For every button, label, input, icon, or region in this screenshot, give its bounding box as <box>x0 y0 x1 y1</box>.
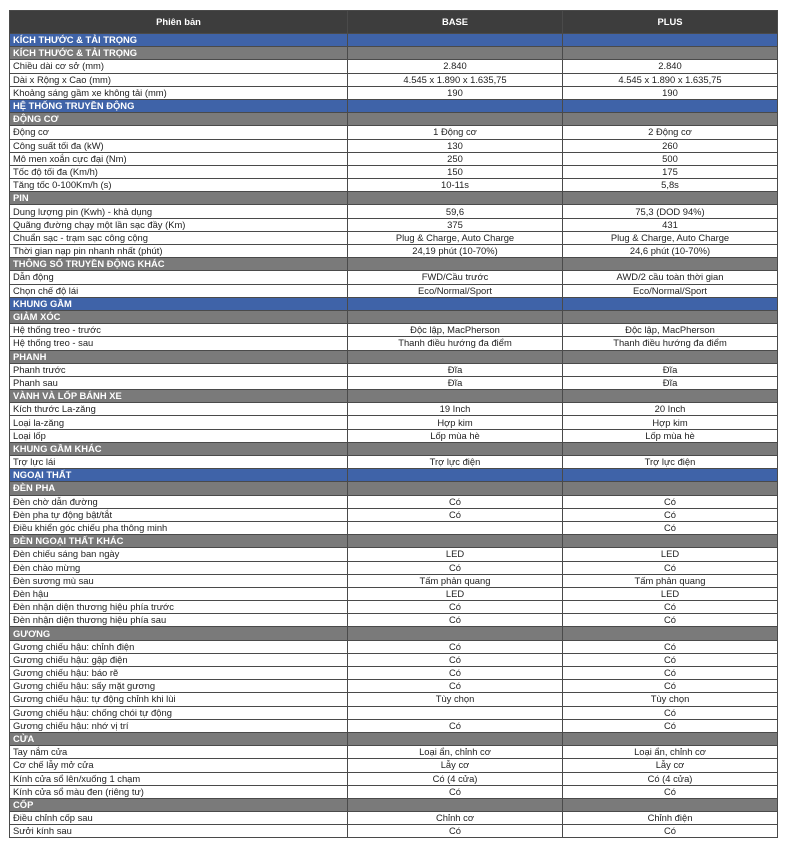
table-row <box>10 403 778 416</box>
base-value: Eco/Normal/Sport <box>348 284 563 297</box>
plus-value: Đĩa <box>563 376 778 389</box>
spec-label: Kính cửa sổ lên/xuống 1 chạm <box>10 772 348 785</box>
subsection-header <box>10 798 778 811</box>
table-row <box>10 587 778 600</box>
section-blank-cell <box>563 482 778 495</box>
plus-value: Lẫy cơ <box>563 759 778 772</box>
base-value: Tùy chọn <box>348 693 563 706</box>
table-row <box>10 73 778 86</box>
plus-value: Eco/Normal/Sport <box>563 284 778 297</box>
table-row <box>10 324 778 337</box>
header-row <box>10 11 778 34</box>
table-row <box>10 60 778 73</box>
section-header <box>10 99 778 112</box>
section-blank-cell <box>563 627 778 640</box>
spec-label: Hệ thống treo - sau <box>10 337 348 350</box>
plus-value: Trợ lực điện <box>563 456 778 469</box>
plus-value: Có <box>563 521 778 534</box>
base-value: 4.545 x 1.890 x 1.635,75 <box>348 73 563 86</box>
table-row <box>10 667 778 680</box>
spec-label: Công suất tối đa (kW) <box>10 139 348 152</box>
base-value: Thanh điều hướng đa điểm <box>348 337 563 350</box>
table-row <box>10 205 778 218</box>
plus-value: 5,8s <box>563 179 778 192</box>
spec-label: Khoảng sáng gầm xe không tải (mm) <box>10 86 348 99</box>
table-body <box>10 34 778 838</box>
spec-label: Loại la-zăng <box>10 416 348 429</box>
base-value: 19 Inch <box>348 403 563 416</box>
section-label: GIẢM XÓC <box>10 310 348 323</box>
section-blank-cell <box>563 258 778 271</box>
plus-value: Đĩa <box>563 363 778 376</box>
plus-value: 500 <box>563 152 778 165</box>
spec-label: Đèn nhận diện thương hiệu phía trước <box>10 601 348 614</box>
spec-label: Kính cửa sổ màu đen (riêng tư) <box>10 785 348 798</box>
table-row <box>10 508 778 521</box>
base-value: Plug & Charge, Auto Charge <box>348 231 563 244</box>
plus-value: Độc lập, MacPherson <box>563 324 778 337</box>
table-row <box>10 495 778 508</box>
spec-label: Thời gian nạp pin nhanh nhất (phút) <box>10 245 348 258</box>
plus-value: Tùy chọn <box>563 693 778 706</box>
base-value: Có <box>348 640 563 653</box>
header-plus: PLUS <box>563 11 778 34</box>
spec-label: Dung lượng pin (Kwh) - khả dụng <box>10 205 348 218</box>
plus-value: 431 <box>563 218 778 231</box>
subsection-header <box>10 732 778 745</box>
plus-value: 4.545 x 1.890 x 1.635,75 <box>563 73 778 86</box>
spec-label: Đèn pha tự động bật/tắt <box>10 508 348 521</box>
base-value: Có <box>348 614 563 627</box>
section-blank-cell <box>348 99 563 112</box>
section-blank-cell <box>348 297 563 310</box>
section-blank-cell <box>563 390 778 403</box>
plus-value: Có <box>563 614 778 627</box>
plus-value: LED <box>563 548 778 561</box>
base-value: Có <box>348 719 563 732</box>
section-label: CỬA <box>10 732 348 745</box>
plus-value: 175 <box>563 165 778 178</box>
base-value: 130 <box>348 139 563 152</box>
section-blank-cell <box>563 732 778 745</box>
spec-label: Tăng tốc 0-100Km/h (s) <box>10 179 348 192</box>
base-value: Có <box>348 561 563 574</box>
section-blank-cell <box>348 798 563 811</box>
spec-label: Gương chiếu hậu: nhớ vị trí <box>10 719 348 732</box>
base-value: FWD/Cầu trước <box>348 271 563 284</box>
section-label: GƯƠNG <box>10 627 348 640</box>
table-row <box>10 719 778 732</box>
table-row <box>10 614 778 627</box>
table-row <box>10 245 778 258</box>
section-blank-cell <box>348 390 563 403</box>
table-row <box>10 416 778 429</box>
subsection-header <box>10 192 778 205</box>
subsection-header <box>10 390 778 403</box>
header-version-label: Phiên bản <box>10 11 348 34</box>
plus-value: Có <box>563 508 778 521</box>
section-label: KHUNG GẦM <box>10 297 348 310</box>
base-value: Có <box>348 667 563 680</box>
base-value: Có <box>348 680 563 693</box>
table-row <box>10 126 778 139</box>
subsection-header <box>10 258 778 271</box>
section-blank-cell <box>348 469 563 482</box>
table-row <box>10 772 778 785</box>
base-value: Đĩa <box>348 363 563 376</box>
plus-value: Tấm phản quang <box>563 574 778 587</box>
table-row <box>10 693 778 706</box>
section-label: ĐÈN NGOẠI THẤT KHÁC <box>10 535 348 548</box>
table-row <box>10 561 778 574</box>
spec-label: Cơ chế lẫy mở cửa <box>10 759 348 772</box>
base-value: 190 <box>348 86 563 99</box>
table-row <box>10 548 778 561</box>
base-value: Hợp kim <box>348 416 563 429</box>
spec-label: Mô men xoắn cực đại (Nm) <box>10 152 348 165</box>
base-value: Có <box>348 653 563 666</box>
base-value <box>348 706 563 719</box>
section-blank-cell <box>563 535 778 548</box>
spec-label: Chiều dài cơ sở (mm) <box>10 60 348 73</box>
spec-label: Tay nắm cửa <box>10 746 348 759</box>
subsection-header <box>10 482 778 495</box>
section-header <box>10 297 778 310</box>
base-value: Có <box>348 785 563 798</box>
section-blank-cell <box>563 34 778 47</box>
table-row <box>10 640 778 653</box>
base-value: 24,19 phút (10-70%) <box>348 245 563 258</box>
table-row <box>10 574 778 587</box>
plus-value: Loại ẩn, chỉnh cơ <box>563 746 778 759</box>
plus-value: Thanh điều hướng đa điểm <box>563 337 778 350</box>
spec-label: Gương chiếu hậu: gập điện <box>10 653 348 666</box>
section-blank-cell <box>563 469 778 482</box>
table-row <box>10 231 778 244</box>
section-blank-cell <box>348 258 563 271</box>
subsection-header <box>10 627 778 640</box>
section-label: PIN <box>10 192 348 205</box>
section-blank-cell <box>348 113 563 126</box>
section-blank-cell <box>563 297 778 310</box>
table-row <box>10 812 778 825</box>
section-blank-cell <box>563 350 778 363</box>
section-label: NGOẠI THẤT <box>10 469 348 482</box>
plus-value: Có <box>563 785 778 798</box>
base-value: Lẫy cơ <box>348 759 563 772</box>
section-blank-cell <box>563 192 778 205</box>
spec-table <box>9 10 778 838</box>
table-row <box>10 825 778 838</box>
base-value: Loại ẩn, chỉnh cơ <box>348 746 563 759</box>
table-header <box>10 11 778 34</box>
plus-value: Có <box>563 601 778 614</box>
plus-value: Có <box>563 706 778 719</box>
spec-label: Chuẩn sạc - trạm sạc công cộng <box>10 231 348 244</box>
base-value: Tấm phản quang <box>348 574 563 587</box>
section-blank-cell <box>348 310 563 323</box>
section-blank-cell <box>348 34 563 47</box>
section-blank-cell <box>563 113 778 126</box>
spec-label: Phanh trước <box>10 363 348 376</box>
table-row <box>10 363 778 376</box>
base-value: 2.840 <box>348 60 563 73</box>
base-value <box>348 521 563 534</box>
spec-label: Đèn chờ dẫn đường <box>10 495 348 508</box>
section-blank-cell <box>348 350 563 363</box>
base-value: 59,6 <box>348 205 563 218</box>
spec-label: Dài x Rộng x Cao (mm) <box>10 73 348 86</box>
spec-label: Sưởi kính sau <box>10 825 348 838</box>
table-row <box>10 271 778 284</box>
table-row <box>10 86 778 99</box>
table-row <box>10 179 778 192</box>
spec-label: Điều khiển góc chiếu pha thông minh <box>10 521 348 534</box>
spec-label: Loại lốp <box>10 429 348 442</box>
table-row <box>10 139 778 152</box>
section-label: VÀNH VÀ LỐP BÁNH XE <box>10 390 348 403</box>
base-value: Có <box>348 508 563 521</box>
base-value: LED <box>348 548 563 561</box>
section-blank-cell <box>348 442 563 455</box>
base-value: LED <box>348 587 563 600</box>
plus-value: Có <box>563 825 778 838</box>
table-row <box>10 746 778 759</box>
base-value: Đĩa <box>348 376 563 389</box>
section-label: KHUNG GẦM KHÁC <box>10 442 348 455</box>
plus-value: AWD/2 cầu toàn thời gian <box>563 271 778 284</box>
plus-value: 20 Inch <box>563 403 778 416</box>
section-blank-cell <box>348 535 563 548</box>
subsection-header <box>10 350 778 363</box>
spec-label: Dẫn động <box>10 271 348 284</box>
base-value: Lốp mùa hè <box>348 429 563 442</box>
plus-value: Plug & Charge, Auto Charge <box>563 231 778 244</box>
plus-value: Có <box>563 719 778 732</box>
plus-value: 2.840 <box>563 60 778 73</box>
plus-value: Chỉnh điện <box>563 812 778 825</box>
spec-label: Tốc độ tối đa (Km/h) <box>10 165 348 178</box>
plus-value: 190 <box>563 86 778 99</box>
spec-label: Hệ thống treo - trước <box>10 324 348 337</box>
base-value: 375 <box>348 218 563 231</box>
spec-label: Động cơ <box>10 126 348 139</box>
spec-label: Đèn hậu <box>10 587 348 600</box>
section-blank-cell <box>348 732 563 745</box>
table-row <box>10 337 778 350</box>
base-value: Có <box>348 495 563 508</box>
section-blank-cell <box>563 99 778 112</box>
base-value: Có <box>348 601 563 614</box>
base-value: 1 Động cơ <box>348 126 563 139</box>
plus-value: Có <box>563 561 778 574</box>
base-value: Trợ lực điện <box>348 456 563 469</box>
subsection-header <box>10 535 778 548</box>
table-row <box>10 284 778 297</box>
base-value: Chỉnh cơ <box>348 812 563 825</box>
base-value: Có <box>348 825 563 838</box>
table-row <box>10 680 778 693</box>
plus-value: 75,3 (DOD 94%) <box>563 205 778 218</box>
spec-label: Gương chiếu hậu: báo rẽ <box>10 667 348 680</box>
table-row <box>10 376 778 389</box>
spec-label: Gương chiếu hậu: chống chói tự động <box>10 706 348 719</box>
table-row <box>10 759 778 772</box>
section-blank-cell <box>348 47 563 60</box>
subsection-header <box>10 442 778 455</box>
section-blank-cell <box>348 482 563 495</box>
subsection-header <box>10 113 778 126</box>
section-blank-cell <box>563 310 778 323</box>
plus-value: 2 Động cơ <box>563 126 778 139</box>
plus-value: 24,6 phút (10-70%) <box>563 245 778 258</box>
section-label: HỆ THỐNG TRUYỀN ĐỘNG <box>10 99 348 112</box>
plus-value: Có (4 cửa) <box>563 772 778 785</box>
section-blank-cell <box>563 442 778 455</box>
table-row <box>10 456 778 469</box>
table-row <box>10 601 778 614</box>
spec-label: Gương chiếu hậu: sấy mặt gương <box>10 680 348 693</box>
plus-value: Có <box>563 640 778 653</box>
spec-label: Quãng đường chạy một lần sạc đầy (Km) <box>10 218 348 231</box>
spec-label: Trợ lực lái <box>10 456 348 469</box>
base-value: Độc lập, MacPherson <box>348 324 563 337</box>
section-label: THÔNG SỐ TRUYỀN ĐỘNG KHÁC <box>10 258 348 271</box>
section-blank-cell <box>348 192 563 205</box>
section-header <box>10 469 778 482</box>
spec-label: Gương chiếu hậu: tự động chỉnh khi lùi <box>10 693 348 706</box>
spec-label: Đèn chào mừng <box>10 561 348 574</box>
spec-label: Gương chiếu hậu: chỉnh điện <box>10 640 348 653</box>
header-base: BASE <box>348 11 563 34</box>
plus-value: 260 <box>563 139 778 152</box>
table-row <box>10 521 778 534</box>
table-row <box>10 429 778 442</box>
spec-label: Đèn chiếu sáng ban ngày <box>10 548 348 561</box>
section-blank-cell <box>348 627 563 640</box>
plus-value: Hợp kim <box>563 416 778 429</box>
subsection-header <box>10 47 778 60</box>
spec-label: Đèn nhận diện thương hiệu phía sau <box>10 614 348 627</box>
table-row <box>10 706 778 719</box>
subsection-header <box>10 310 778 323</box>
plus-value: Có <box>563 653 778 666</box>
base-value: 10-11s <box>348 179 563 192</box>
section-blank-cell <box>563 798 778 811</box>
plus-value: Có <box>563 680 778 693</box>
section-label: KÍCH THƯỚC & TẢI TRỌNG <box>10 34 348 47</box>
plus-value: Lốp mùa hè <box>563 429 778 442</box>
base-value: 150 <box>348 165 563 178</box>
section-label: PHANH <box>10 350 348 363</box>
plus-value: Có <box>563 495 778 508</box>
section-blank-cell <box>563 47 778 60</box>
table-row <box>10 653 778 666</box>
section-label: ĐỘNG CƠ <box>10 113 348 126</box>
section-label: KÍCH THƯỚC & TẢI TRỌNG <box>10 47 348 60</box>
spec-label: Điều chỉnh cốp sau <box>10 812 348 825</box>
plus-value: Có <box>563 667 778 680</box>
table-row <box>10 218 778 231</box>
table-row <box>10 152 778 165</box>
section-label: CỐP <box>10 798 348 811</box>
spec-label: Phanh sau <box>10 376 348 389</box>
table-row <box>10 785 778 798</box>
spec-label: Kích thước La-zăng <box>10 403 348 416</box>
plus-value: LED <box>563 587 778 600</box>
spec-label: Chọn chế độ lái <box>10 284 348 297</box>
section-header <box>10 34 778 47</box>
base-value: Có (4 cửa) <box>348 772 563 785</box>
spec-label: Đèn sương mù sau <box>10 574 348 587</box>
base-value: 250 <box>348 152 563 165</box>
table-row <box>10 165 778 178</box>
section-label: ĐÈN PHA <box>10 482 348 495</box>
